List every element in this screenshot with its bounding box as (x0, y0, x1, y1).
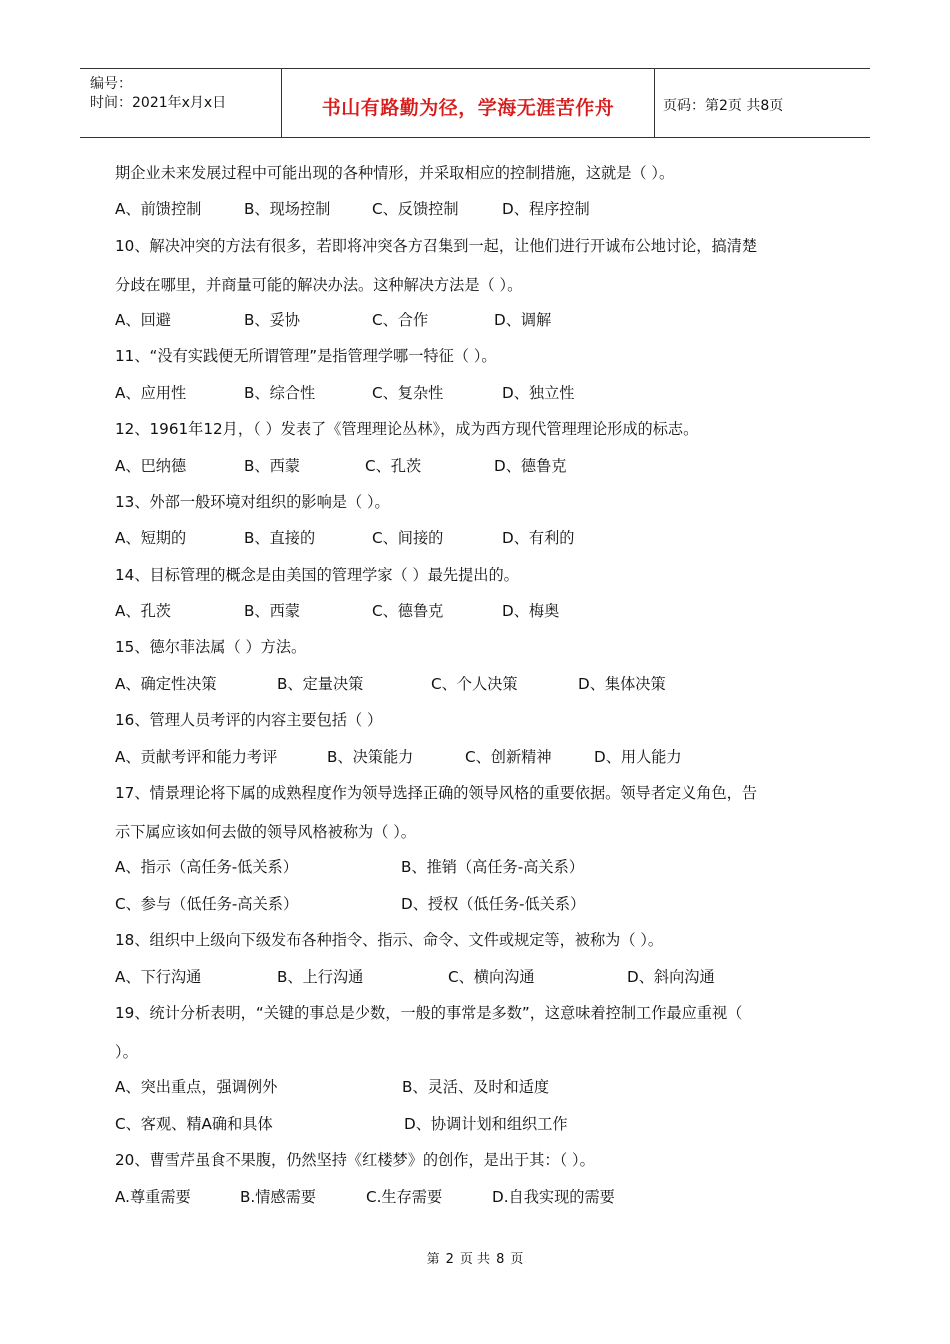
footer-prefix: 第 (426, 1252, 440, 1267)
question-text: 分歧在哪里，并商量可能的解决办法。这种解决方法是（ ）。 (115, 276, 523, 294)
footer-suffix: 页 (510, 1252, 524, 1267)
option-a: A、短期的 (115, 529, 187, 547)
header-meta (80, 69, 282, 137)
question-text: 18、组织中上级向下级发布各种指令、指示、命令、文件或规定等，被称为（ ）。 (115, 931, 664, 949)
option-b: B、上行沟通 (277, 968, 364, 986)
footer-page-number: 2 (445, 1252, 454, 1267)
option-c: C、反馈控制 (372, 200, 459, 218)
option-d: D、独立性 (502, 384, 575, 402)
option-c: C、横向沟通 (448, 968, 535, 986)
option-d: D、协调计划和组织工作 (404, 1115, 568, 1133)
question-text: 16、管理人员考评的内容主要包括（ ） (115, 711, 383, 729)
option-b: B、定量决策 (277, 675, 364, 693)
option-d: D、梅奥 (502, 602, 560, 620)
option-d: D.自我实现的需要 (492, 1188, 615, 1206)
header-page-cell (655, 69, 870, 137)
option-c: C、参与（低任务-高关系） (115, 895, 299, 913)
option-a: A、指示（高任务-低关系） (115, 858, 298, 876)
question-text: 19、统计分析表明，“关键的事总是少数，一般的事常是多数”，这意味着控制工作最应重视（ (115, 1004, 743, 1022)
option-b: B、妥协 (244, 311, 300, 329)
option-a: A、贡献考评和能力考评 (115, 748, 278, 766)
question-text: 15、德尔菲法属（ ）方法。 (115, 638, 307, 656)
option-a: A、确定性决策 (115, 675, 217, 693)
option-a: A.尊重需要 (115, 1188, 191, 1206)
question-text: 示下属应该如何去做的领导风格被称为（ ）。 (115, 823, 416, 841)
option-b: B、推销（高任务-高关系） (401, 858, 584, 876)
question-text: 10、解决冲突的方法有很多，若即将冲突各方召集到一起，让他们进行开诚布公地讨论，搞清楚 (115, 237, 758, 255)
question-text: 11、“没有实践便无所谓管理”是指管理学哪一特征（ ）。 (115, 347, 497, 365)
option-a: A、下行沟通 (115, 968, 202, 986)
footer-mid: 页 共 (459, 1252, 491, 1267)
option-c: C.生存需要 (366, 1188, 443, 1206)
page-code: 页码：第2页 共8页 (663, 98, 784, 114)
option-c: C、德鲁克 (372, 602, 444, 620)
option-d: D、有利的 (502, 529, 575, 547)
option-b: B、直接的 (244, 529, 316, 547)
number-label: 编号： (90, 76, 132, 92)
option-a: A、应用性 (115, 384, 187, 402)
question-text: 13、外部一般环境对组织的影响是（ ）。 (115, 493, 390, 511)
page-header (80, 68, 870, 138)
question-text: 17、情景理论将下属的成熟程度作为领导选择正确的领导风格的重要依据。领导者定义角色，告 (115, 784, 758, 802)
option-d: D、用人能力 (594, 748, 682, 766)
option-c: C、个人决策 (431, 675, 518, 693)
time-label: 时间：2021年x月x日 (90, 95, 227, 111)
option-d: D、授权（低任务-低关系） (401, 895, 586, 913)
option-d: D、斜向沟通 (627, 968, 715, 986)
option-d: D、调解 (494, 311, 552, 329)
footer-total-pages: 8 (496, 1252, 505, 1267)
option-b: B.情感需要 (240, 1188, 316, 1206)
option-b: B、现场控制 (244, 200, 331, 218)
option-b: B、西蒙 (244, 602, 300, 620)
option-c: C、客观、精A确和具体 (115, 1115, 273, 1133)
option-d: D、程序控制 (502, 200, 590, 218)
option-d: D、德鲁克 (494, 457, 567, 475)
header-motto-cell (282, 69, 655, 137)
question-text: 20、曹雪芹虽食不果腹，仍然坚持《红楼梦》的创作，是出于其：（ ）。 (115, 1151, 595, 1169)
question-text: 12、1961年12月，（ ）发表了《管理理论丛林》，成为西方现代管理理论形成的标志。 (115, 420, 699, 438)
option-c: C、创新精神 (465, 748, 552, 766)
option-a: A、回避 (115, 311, 171, 329)
motto: 书山有路勤为径，学海无涯苦作舟 (321, 97, 615, 119)
option-c: C、孔茨 (365, 457, 422, 475)
question-text: 14、目标管理的概念是由美国的管理学家（ ）最先提出的。 (115, 566, 519, 584)
option-d: D、集体决策 (578, 675, 666, 693)
option-c: C、间接的 (372, 529, 444, 547)
option-a: A、突出重点，强调例外 (115, 1078, 278, 1096)
option-c: C、合作 (372, 311, 429, 329)
page-footer (0, 1248, 950, 1267)
option-a: A、孔茨 (115, 602, 171, 620)
option-a: A、巴纳德 (115, 457, 187, 475)
option-b: B、灵活、及时和适度 (402, 1078, 550, 1096)
option-a: A、前馈控制 (115, 200, 202, 218)
question-text: 期企业未来发展过程中可能出现的各种情形，并采取相应的控制措施，这就是（ ）。 (115, 164, 675, 182)
option-b: B、西蒙 (244, 457, 300, 475)
option-b: B、决策能力 (327, 748, 414, 766)
option-b: B、综合性 (244, 384, 316, 402)
option-c: C、复杂性 (372, 384, 444, 402)
question-text: ）。 (115, 1043, 138, 1061)
